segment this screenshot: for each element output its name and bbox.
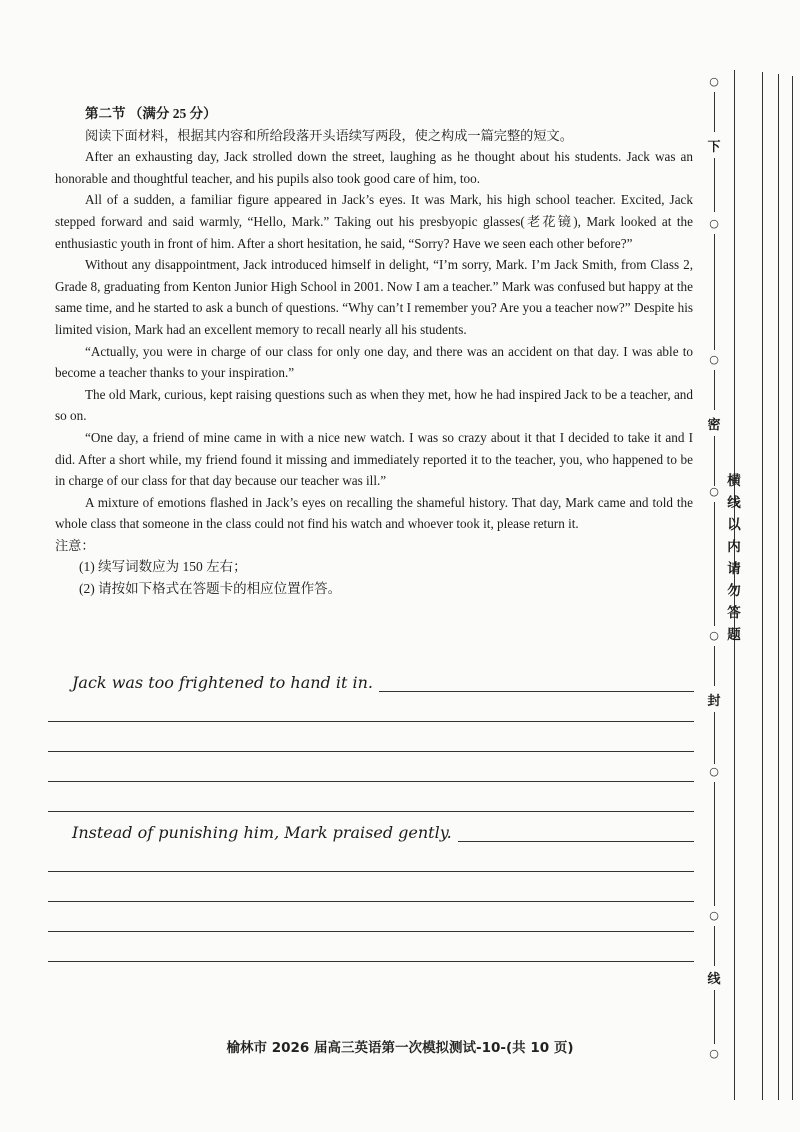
writing-line[interactable] — [48, 722, 694, 752]
writing-line[interactable] — [48, 692, 694, 722]
passage-paragraph: Without any disappointment, Jack introduced himself in delight, “I’m sorry, Mark. I’m Jack Smith, from Class 2, Grade 8, graduating from Kenton Junior High School in 2001. Now I am a teacher.” Mark was confused but happy at the same time, and he started to ask a bunch of questions. “Why can’t I remember you? Are you a teacher now?” Despite his limited vision, Mark had an excellent memory to recall nearly all his students. — [55, 257, 693, 337]
writing-line[interactable] — [379, 677, 694, 692]
section-instruction: 阅读下面材料，根据其内容和所给段落开头语续写两段，使之构成一篇完整的短文。 — [85, 127, 573, 143]
writing-line[interactable] — [48, 872, 694, 902]
binding-line — [778, 74, 779, 1100]
hole-marker-icon: ○ — [709, 909, 719, 922]
answer-area-2 — [48, 818, 694, 962]
cut-line — [714, 782, 715, 906]
writing-line[interactable] — [48, 842, 694, 872]
writing-line[interactable] — [48, 932, 694, 962]
hole-marker-icon: ○ — [709, 1047, 719, 1060]
binding-margin — [700, 60, 800, 1100]
passage-paragraph: After an exhausting day, Jack strolled down the street, laughing as he thought about his students. Jack was an honorable and thoughtful teacher, and his pupils also took good care of him, too. — [55, 149, 693, 186]
cut-line — [714, 990, 715, 1044]
hole-marker-icon: ○ — [709, 217, 719, 230]
cut-line — [714, 502, 715, 626]
hole-marker-icon: ○ — [709, 353, 719, 366]
cut-line — [714, 234, 715, 350]
note-item: (1) 续写词数应为 150 左右； — [79, 559, 247, 575]
binding-word: 下 — [707, 140, 721, 155]
section-heading: 第二节 （满分 25 分） — [85, 106, 217, 121]
binding-word: 密 — [707, 418, 721, 433]
writing-line[interactable] — [458, 827, 694, 842]
passage-paragraph: All of a sudden, a familiar figure appeared in Jack’s eyes. It was Mark, his high school teacher. Excited, Jack stepped forward and said warmly, “Hello, Mark.” Taking out his presbyopic glasses(老花镜), Mark looked at the enthusiastic youth in front of him. After a short hesitation, he said, “Sorry? Have we seen each other before?” — [55, 192, 693, 251]
binding-word: 线 — [707, 972, 721, 987]
page-footer: 榆林市 2026 届高三英语第一次模拟测试-10-(共 10 页) — [226, 1040, 574, 1056]
binding-notice: 横线以内请勿答题 — [727, 473, 741, 643]
writing-line[interactable] — [48, 902, 694, 932]
note-item: (2) 请按如下格式在答题卡的相应位置作答。 — [79, 581, 342, 597]
cut-line — [714, 92, 715, 132]
notes-title: 注意： — [55, 537, 95, 553]
passage-paragraph: “Actually, you were in charge of our class for only one day, and there was an accident on that day. I was able to become a teacher thanks to your inspiration.” — [55, 343, 693, 381]
hole-marker-icon: ○ — [709, 485, 719, 498]
passage-paragraph: A mixture of emotions flashed in Jack’s eyes on recalling the shameful history. That day, Mark came and told the whole class that someone in the class could not find his watch and whoever took it, please return it. — [55, 494, 693, 532]
hole-marker-icon: ○ — [709, 765, 719, 778]
cut-line — [714, 712, 715, 764]
binding-line — [792, 76, 793, 1100]
answer-area-1 — [48, 668, 694, 812]
cut-line — [714, 158, 715, 212]
cut-line — [714, 436, 715, 486]
cut-line — [714, 370, 715, 410]
hole-marker-icon: ○ — [709, 629, 719, 642]
hole-marker-icon: ○ — [709, 75, 719, 88]
binding-word: 封 — [707, 694, 721, 709]
prompt-line — [48, 668, 694, 692]
question-content — [55, 103, 693, 600]
prompt-line — [48, 818, 694, 842]
writing-line[interactable] — [48, 752, 694, 782]
cut-line — [714, 926, 715, 966]
binding-line — [762, 72, 763, 1100]
passage-paragraph: “One day, a friend of mine came in with a nice new watch. I was so crazy about it that I decided to take it and I did. After a short while, my friend found it missing and immediately reported it to the teacher, you, who happened to be in charge of our class for that day because our teacher was ill.” — [55, 429, 693, 489]
continuation-prompt-2: Instead of punishing him, Mark praised gently. — [72, 823, 452, 842]
continuation-prompt-1: Jack was too frightened to hand it in. — [72, 673, 374, 692]
writing-line[interactable] — [48, 782, 694, 812]
passage-paragraph: The old Mark, curious, kept raising questions such as when they met, how he had inspired Jack to be a teacher, and so on. — [55, 386, 693, 424]
cut-line — [714, 646, 715, 686]
